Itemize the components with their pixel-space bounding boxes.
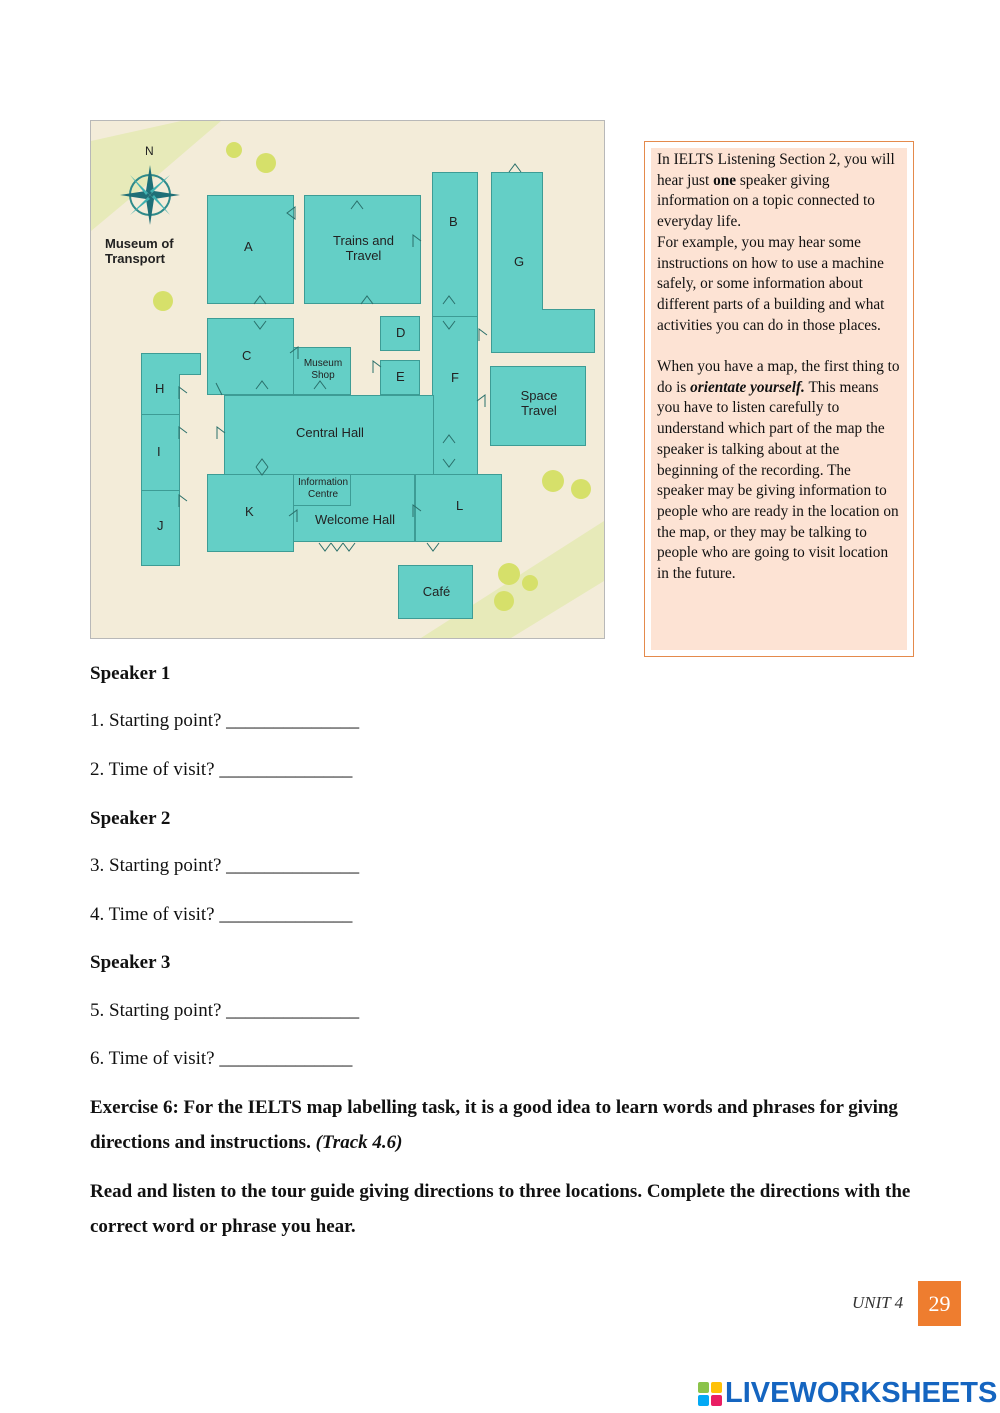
room-c-label: C xyxy=(242,348,252,363)
info-box xyxy=(644,141,914,657)
room-shop-label: Museum Shop xyxy=(303,358,343,381)
room-i-label: I xyxy=(157,444,161,459)
museum-map xyxy=(90,120,605,639)
liveworksheets-icon xyxy=(698,1382,722,1406)
exercise-6-heading: Exercise 6: For the IELTS map labelling task, it is a good idea to learn words and phrases for giving directions and instructions. (Track 4.6) xyxy=(90,1097,898,1153)
liveworksheets-logo xyxy=(698,1377,997,1410)
room-j-label: J xyxy=(157,518,164,533)
map-title: Museum of Transport xyxy=(105,236,174,266)
room-central-label: Central Hall xyxy=(296,425,364,440)
info-paragraph-2: For example, you may hear some instructions on how to use a machine safely, or some information about different parts of a building and what activities you can do in those places. xyxy=(657,233,885,334)
liveworksheets-wordmark: LIVEWORKSHEETS xyxy=(725,1377,998,1409)
room-b-label: B xyxy=(449,214,458,229)
speaker-1-heading: Speaker 1 xyxy=(90,663,171,684)
track-reference: (Track 4.6) xyxy=(315,1132,403,1153)
info-box-content xyxy=(651,148,907,650)
exercise-6-instruction: Read and listen to the tour guide giving directions to three locations. Complete the directions with the correct word or phrase you hear. xyxy=(90,1181,911,1237)
info-paragraph-3: When you have a map, the first thing to do is orientate yourself. This means you have to listen carefully to understand which part of the map the speaker is talking about at the beginning of the recording. The speaker may be giving information to people who are ready in the location on the map, or they may be talking to people who are going to visit location in the future. xyxy=(657,358,900,583)
question-6: 6. Time of visit? ______________ xyxy=(90,1048,353,1069)
room-d-label: D xyxy=(396,325,406,340)
question-1: 1. Starting point? ______________ xyxy=(90,710,360,731)
question-3: 3. Starting point? ______________ xyxy=(90,855,360,876)
room-cafe-label: Café xyxy=(422,584,451,599)
room-trains-label: Trains and Travel xyxy=(333,233,394,263)
speaker-3-heading: Speaker 3 xyxy=(90,952,171,973)
unit-label: UNIT 4 xyxy=(852,1293,904,1312)
question-2: 2. Time of visit? ______________ xyxy=(90,759,353,780)
info-emphasis-orientate: orientate yourself. xyxy=(690,378,805,396)
question-5: 5. Starting point? ______________ xyxy=(90,1000,360,1021)
room-a-label: A xyxy=(244,239,253,254)
speaker-2-heading: Speaker 2 xyxy=(90,808,171,829)
compass-north-label: N xyxy=(145,144,154,158)
page-number: 29 xyxy=(918,1281,961,1326)
door-markers xyxy=(91,121,604,638)
info-paragraph-1: In IELTS Listening Section 2, you will hear just one speaker giving information on a topic connected to everyday life. xyxy=(657,151,895,231)
room-l-label: L xyxy=(456,498,464,513)
room-k-label: K xyxy=(245,504,254,519)
info-emphasis-one: one xyxy=(713,171,737,189)
room-f-label: F xyxy=(451,370,459,385)
room-space-label: Space Travel xyxy=(520,388,558,418)
question-4: 4. Time of visit? ______________ xyxy=(90,904,353,925)
room-info-label: Information Centre xyxy=(297,477,349,500)
room-welcome-label: Welcome Hall xyxy=(315,512,395,527)
room-e-label: E xyxy=(396,369,405,384)
room-g-label: G xyxy=(514,254,525,269)
room-h-label: H xyxy=(155,381,165,396)
